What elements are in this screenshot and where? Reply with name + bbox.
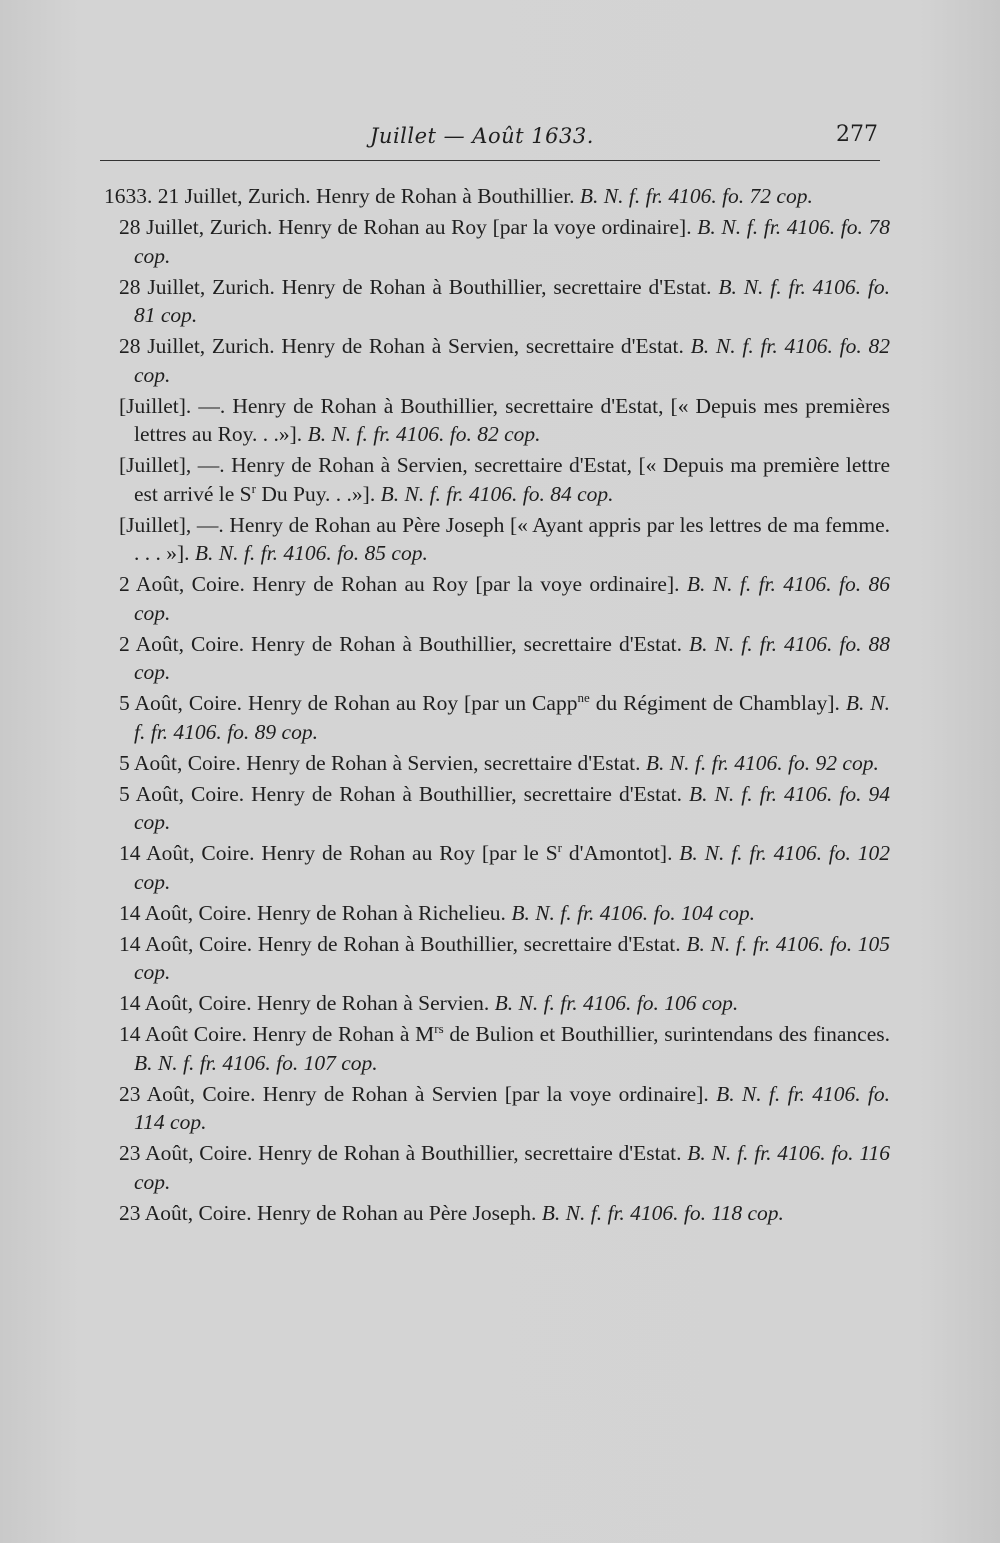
entry-date: [Juillet], —. — [119, 453, 225, 477]
entry — [104, 451, 890, 508]
entry-date: 5 Août, Coire. — [119, 781, 245, 806]
entry-reference: B. N. f. fr. 4106. fo. 81 cop. — [134, 274, 891, 327]
entry — [104, 392, 890, 449]
entry-text: Henry de Rohan à Servien. — [256, 991, 490, 1015]
entry-date: 14 Août, Coire. — [119, 991, 252, 1015]
entry-reference: B. N. f. fr. 4106. fo. 107 cop. — [134, 1050, 378, 1075]
entry-superscript: r — [251, 480, 256, 496]
entry-superscript: rs — [434, 1021, 444, 1036]
entry-date: 28 Juillet, Zurich. — [119, 215, 273, 239]
page-number: 277 — [836, 122, 878, 147]
entry — [104, 1020, 890, 1077]
entry-text: Henry de Rohan à Bouthillier. — [316, 184, 575, 208]
entry-text: Henry de Rohan à Bouthillier, secrettaire d'Estat. — [251, 781, 682, 806]
entry — [104, 511, 890, 568]
entry — [104, 273, 890, 330]
entry-date: 1633. 21 Juillet, Zurich. — [104, 184, 311, 208]
entry — [104, 780, 890, 837]
entry-text: Henry de Rohan au Père Joseph. — [256, 1200, 537, 1225]
entry-text: Henry de Rohan à M — [252, 1022, 435, 1046]
entry-date: 2 Août, Coire. — [119, 631, 245, 656]
entry — [104, 1139, 890, 1196]
entry-reference: B. N. f. fr. 4106. fo. 92 cop. — [645, 750, 879, 775]
entry-date: 5 Août, Coire. — [119, 691, 242, 715]
entry-reference: B. N. f. fr. 4106. fo. 82 cop. — [134, 334, 890, 387]
entry-date: 14 Août, Coire. — [119, 841, 255, 865]
entry-date: 14 Août, Coire. — [119, 931, 253, 956]
entry-text-continued: de Bulion et Bouthillier, surintendans des finances. — [443, 1022, 891, 1046]
entry-text: Henry de Rohan à Bouthillier, secrettaire d'Estat, [« Depuis mes premières lettres au Roy. . .»]. — [134, 393, 891, 446]
entry — [104, 213, 890, 270]
entry-reference: B. N. f. fr. 4106. fo. 118 cop. — [541, 1200, 784, 1225]
entry-reference: B. N. f. fr. 4106. fo. 116 cop. — [134, 1141, 890, 1194]
entry-date: 2 Août, Coire. — [119, 572, 245, 596]
entry-date: 28 Juillet, Zurich. — [119, 274, 275, 299]
entry-list — [104, 182, 890, 1230]
entry-superscript: r — [557, 840, 562, 855]
entry — [104, 989, 890, 1018]
entry — [104, 839, 890, 896]
entry-reference: B. N. f. fr. 4106. fo. 89 cop. — [134, 691, 891, 744]
entry-text: Henry de Rohan à Servien, secrettaire d'Estat. — [246, 750, 641, 775]
entry — [104, 899, 890, 928]
entry-text: Henry de Rohan à Servien [par la voye ordinaire]. — [262, 1081, 709, 1106]
entry-text-continued: d'Amontot]. — [562, 841, 673, 865]
entry-text: Henry de Rohan à Bouthillier, secrettaire d'Estat. — [258, 1141, 682, 1165]
entry-date: 14 Août Coire. — [119, 1022, 247, 1046]
entry-reference: B. N. f. fr. 4106. fo. 82 cop. — [307, 422, 541, 446]
entry-date: 14 Août, Coire. — [119, 900, 252, 925]
entry — [104, 182, 890, 211]
entry-date: [Juillet], —. — [119, 512, 224, 537]
page-header — [100, 120, 880, 160]
entry-text: Henry de Rohan au Roy [par la voye ordinaire]. — [252, 572, 680, 596]
entry — [104, 570, 890, 627]
entry-text: Henry de Rohan à Servien, secrettaire d'Estat, [« Depuis ma première lettre est arrivé le S — [134, 453, 891, 506]
entry-text: Henry de Rohan à Bouthillier, secrettaire d'Estat. — [251, 631, 682, 656]
entry-reference: B. N. f. fr. 4106. fo. 114 cop. — [134, 1081, 891, 1134]
entry — [104, 749, 890, 778]
entry-date: 23 Août, Coire. — [119, 1200, 252, 1225]
entry-superscript: ne — [577, 690, 590, 705]
entry-reference: B. N. f. fr. 4106. fo. 88 cop. — [134, 631, 891, 684]
entry — [104, 930, 890, 987]
entry-date: [Juillet]. —. — [119, 393, 226, 418]
entry-reference: B. N. f. fr. 4106. fo. 104 cop. — [511, 900, 755, 925]
entry-date: 23 Août, Coire. — [119, 1081, 256, 1106]
entry-text: Henry de Rohan à Bouthillier, secrettaire d'Estat. — [281, 274, 712, 299]
entry-reference: B. N. f. fr. 4106. fo. 106 cop. — [494, 991, 739, 1015]
entry — [104, 1199, 890, 1228]
entry — [104, 689, 890, 746]
entry-text: Henry de Rohan au Roy [par un Capp — [247, 691, 578, 715]
entry-text: Henry de Rohan au Père Joseph [« Ayant appris par les lettres de ma femme. . . . »]. — [134, 512, 891, 565]
entry-reference: B. N. f. fr. 4106. fo. 102 cop. — [134, 841, 890, 894]
entry-reference: B. N. f. fr. 4106. fo. 72 cop. — [579, 184, 813, 208]
entry-reference: B. N. f. fr. 4106. fo. 78 cop. — [134, 215, 890, 268]
header-rule — [100, 160, 880, 161]
entry — [104, 630, 890, 687]
entry-text: Henry de Rohan à Bouthillier, secrettaire d'Estat. — [257, 931, 681, 956]
entry-reference: B. N. f. fr. 4106. fo. 105 cop. — [134, 931, 891, 984]
entry-text-continued: du Régiment de Chamblay]. — [589, 691, 840, 715]
entry-reference: B. N. f. fr. 4106. fo. 84 cop. — [380, 481, 614, 506]
entry — [104, 332, 890, 389]
running-title: Juillet — Août 1633. — [370, 124, 594, 148]
entry-reference: B. N. f. fr. 4106. fo. 94 cop. — [134, 781, 891, 834]
entry-text: Henry de Rohan à Richelieu. — [256, 900, 506, 925]
entry-reference: B. N. f. fr. 4106. fo. 85 cop. — [194, 541, 428, 565]
entry-date: 28 Juillet, Zurich. — [119, 334, 275, 358]
entry-text-continued: Du Puy. . .»]. — [255, 481, 376, 506]
entry-date: 23 Août, Coire. — [119, 1141, 253, 1165]
entry — [104, 1080, 890, 1137]
entry-text: Henry de Rohan à Servien, secrettaire d'Estat. — [281, 334, 684, 358]
entry-reference: B. N. f. fr. 4106. fo. 86 cop. — [134, 572, 890, 625]
entry-text: Henry de Rohan au Roy [par le S — [261, 841, 558, 865]
entry-text: Henry de Rohan au Roy [par la voye ordinaire]. — [278, 215, 692, 239]
entry-date: 5 Août, Coire. — [119, 750, 241, 775]
